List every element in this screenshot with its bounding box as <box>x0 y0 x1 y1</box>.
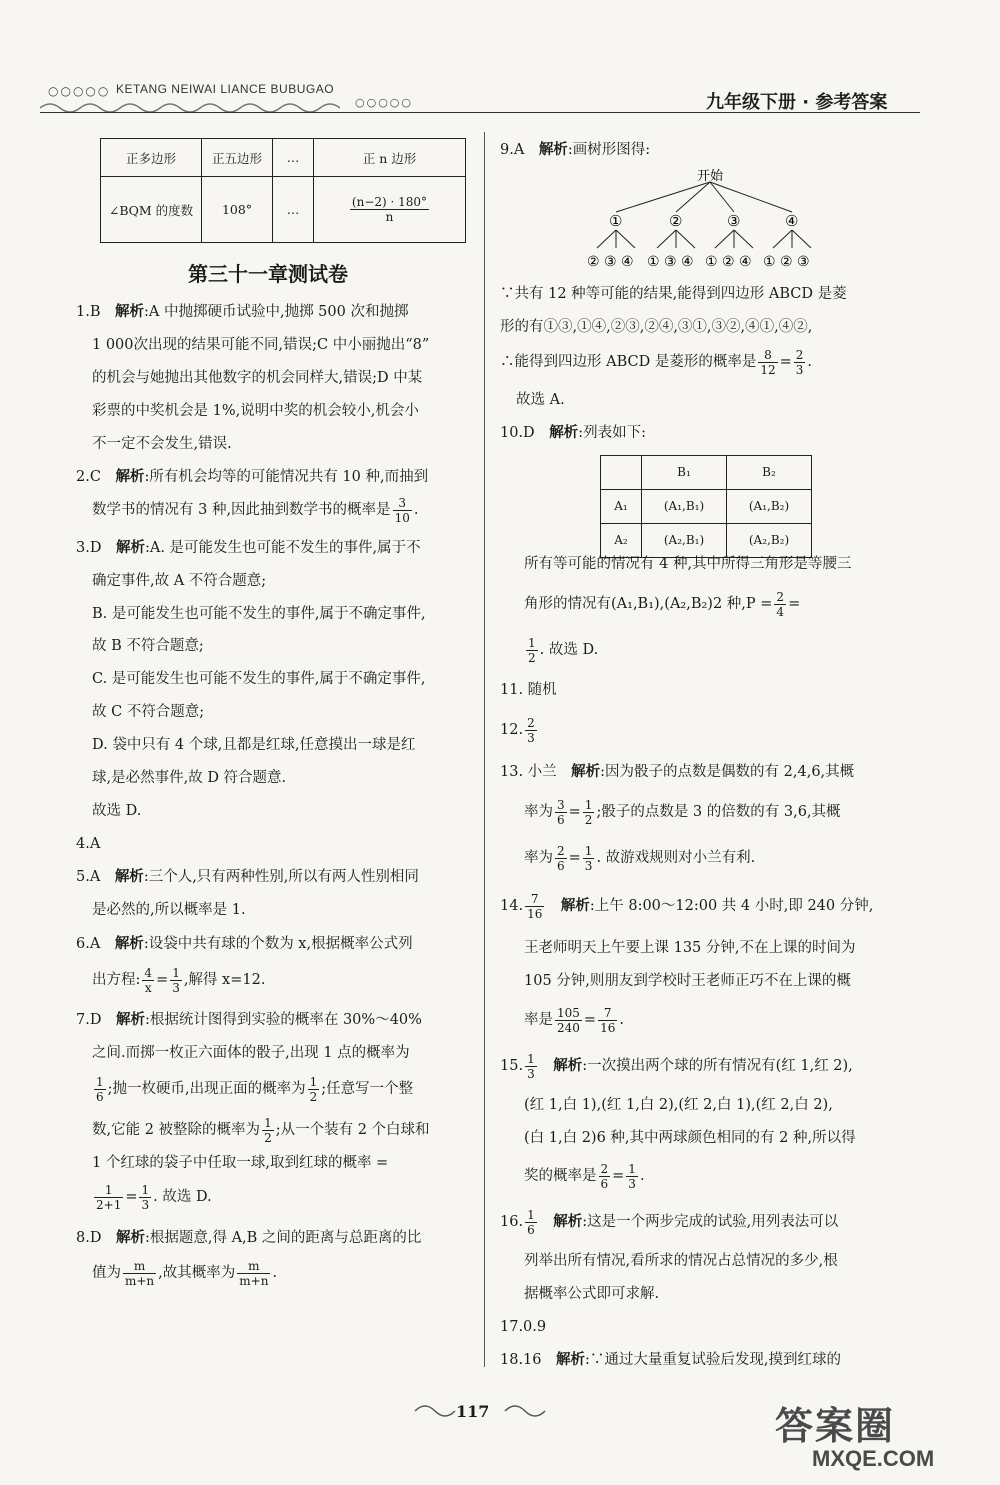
fraction: $\frac{m}{m+n}$ <box>125 1258 155 1288</box>
answer-line: 故选 D. <box>92 803 142 819</box>
fraction: $\frac{1}{3}$ <box>527 1051 535 1081</box>
answer-line: 13. 小兰 解析:因为骰子的点数是偶数的有 2,4,6,其概 <box>500 764 855 780</box>
answer-line: 1.B 解析:A 中抛掷硬币试验中,抛掷 500 次和抛掷 <box>76 304 409 320</box>
fraction: $\frac{1}{6}$ <box>527 1207 535 1237</box>
table-cell: B₁ <box>642 456 727 490</box>
answer-line: ∴能得到四边形 ABCD 是菱形的概率是 $\frac{8}{12}$ = $\frac{2}{3}$ . <box>500 347 813 377</box>
answer-line: 2.C 解析:所有机会均等的可能情况共有 10 种,而抽到 <box>76 469 429 485</box>
answer-line: 是必然的,所以概率是 1. <box>92 902 246 918</box>
watermark-url: MXQE.COM <box>812 1446 935 1471</box>
answer-line: 率是 $\frac{105}{240}$ = $\frac{7}{16}$ . <box>524 1005 624 1035</box>
fraction: $\frac{7}{16}$ <box>600 1005 616 1035</box>
chapter-title: 第三十一章测试卷 <box>188 262 348 286</box>
answer-line: ∵共有 12 种等可能的结果,能得到四边形 ABCD 是菱 <box>500 286 847 302</box>
page-number: 117 <box>456 1402 490 1421</box>
answer-line: 数学书的情况有 3 种,因此抽到数学书的概率是 $\frac{3}{10}$ . <box>92 495 419 525</box>
fraction: $\frac{3}{10}$ <box>394 495 410 525</box>
table-cell: A₁ <box>601 490 642 524</box>
answer-line: $\frac{1}{2}$ . 故选 D. <box>528 635 599 665</box>
table-cell: A₂ <box>601 524 642 558</box>
answer-line: 的机会与她抛出其他数字的机会同样大,错误;D 中某 <box>92 370 423 386</box>
answer-line: 105 分钟,则朋友到学校时王老师正巧不在上课的概 <box>524 973 851 989</box>
table-cell: … <box>273 139 314 177</box>
answer-line: (红 1,白 1),(红 1,白 2),(红 2,白 1),(红 2,白 2), <box>524 1097 833 1113</box>
answer-line: 故 C 不符合题意; <box>92 704 205 720</box>
tree-node: ② <box>669 212 683 230</box>
fraction: $\frac{1}{2}$ <box>264 1115 272 1145</box>
answer-line: 故 B 不符合题意; <box>92 638 204 654</box>
tree-start: 开始 <box>697 169 724 184</box>
answer-line: 率为 $\frac{3}{6}$ = $\frac{1}{2}$ ;骰子的点数是 3 的倍数的有 3,6,其概 <box>524 797 841 827</box>
fraction: $\frac{1}{3}$ <box>628 1161 636 1191</box>
table-cell: B₂ <box>727 456 812 490</box>
fraction: $\frac{1}{2}$ <box>584 797 593 827</box>
answer-line: 确定事件,故 A 不符合题意; <box>92 573 267 589</box>
fraction: $\frac{1}{2}$ <box>528 635 536 665</box>
answer-line: 11. 随机 <box>500 682 557 698</box>
answer-line: 据概率公式即可求解. <box>524 1286 660 1302</box>
table-cell: (A₂,B₂) <box>727 524 812 558</box>
fraction: $\frac{m}{m+n}$ <box>239 1258 269 1288</box>
fraction: $\frac{2}{3}$ <box>527 715 535 745</box>
table-cell: (A₁,B₁) <box>642 490 727 524</box>
column-divider <box>484 132 485 1367</box>
tree-node: ① <box>609 212 623 230</box>
tree-node: ③ <box>727 212 741 230</box>
answer-line: 奖的概率是 $\frac{2}{6}$ = $\frac{1}{3}$ . <box>524 1161 645 1191</box>
fraction: $\frac{4}{x}$ <box>144 965 153 995</box>
table-cell <box>314 177 466 243</box>
answer-line: D. 袋中只有 4 个球,且都是红球,任意摸出一球是红 <box>92 737 416 753</box>
table-cell: (A₂,B₁) <box>642 524 727 558</box>
answer-line: 率为 $\frac{2}{6}$ = $\frac{1}{3}$ . 故游戏规则对小兰有利. <box>524 843 756 873</box>
answer-line: 3.D 解析:A. 是可能发生也可能不发生的事件,属于不 <box>76 540 421 556</box>
fraction: $\frac{7}{16}$ <box>527 891 543 921</box>
answer-line: 12. $\frac{2}{3}$ <box>500 715 535 745</box>
fraction: $\frac{1}{3}$ <box>584 843 593 873</box>
answer-line: 8.D 解析:根据题意,得 A,B 之间的距离与总距离的比 <box>76 1230 422 1246</box>
answer-line: (白 1,白 2)6 种,其中两球颜色相同的有 2 种,所以得 <box>524 1130 856 1146</box>
tree-leaves: ① ③ ④ <box>647 254 694 270</box>
table-cell: 正五边形 <box>202 139 273 177</box>
answer-line: 10.D 解析:列表如下: <box>500 425 646 441</box>
tree-leaves: ② ③ ④ <box>587 254 634 270</box>
answer-line: 9.A 解析:画树形图得: <box>500 142 651 158</box>
answer-line: 15. $\frac{1}{3}$ 解析:一次摸出两个球的所有情况有(红 1,红 2), <box>500 1051 853 1081</box>
outcome-table <box>600 455 812 558</box>
answer-line: 之间.而掷一枚正六面体的骰子,出现 1 点的概率为 <box>92 1045 410 1061</box>
answer-line: 6.A 解析:设袋中共有球的个数为 x,根据概率公式列 <box>76 936 413 952</box>
table-cell: 正多边形 <box>101 139 202 177</box>
header-title: 九年级下册 · 参考答案 <box>706 92 888 113</box>
answer-line: C. 是可能发生也可能不发生的事件,属于不确定事件, <box>92 671 426 687</box>
table-cell: 108° <box>202 177 273 243</box>
answer-line: 列举出所有情况,看所求的情况占总情况的多少,根 <box>524 1253 838 1269</box>
fraction: $\frac{2}{6}$ <box>600 1161 609 1191</box>
answer-line: 1 000次出现的结果可能不同,错误;C 中小丽抛出“8” <box>92 337 430 353</box>
table-cell <box>601 456 642 490</box>
table-cell: … <box>273 177 314 243</box>
answer-line: 4.A <box>76 836 101 852</box>
answer-line: 16. $\frac{1}{6}$ 解析:这是一个两步完成的试验,用列表法可以 <box>500 1207 839 1237</box>
answer-line: $\frac{1}{6}$ ;抛一枚硬币,出现正面的概率为 $\frac{1}{2}$ ;任意写一个整 <box>96 1074 414 1104</box>
answer-line: 值为 $\frac{m}{m+n}$ ,故其概率为 $\frac{m}{m+n}$ . <box>92 1258 278 1288</box>
fraction: $\frac{1}{6}$ <box>96 1074 104 1104</box>
table-cell: (A₁,B₂) <box>727 490 812 524</box>
answer-line: $\frac{1}{2+1}$ = $\frac{1}{3}$ . 故选 D. <box>96 1182 212 1212</box>
watermark-logo: 答案圈 <box>775 1404 896 1448</box>
answer-line: 1 个红球的袋子中任取一球,取到红球的概率 = <box>92 1155 389 1171</box>
fraction: $\frac{1}{2+1}$ <box>96 1182 122 1212</box>
fraction: $\frac{2}{4}$ <box>776 589 785 619</box>
fraction: $\frac{(n-2) \cdot 180^\circ}{n}$ <box>351 195 428 224</box>
tree-leaves: ① ② ③ <box>763 254 810 270</box>
answer-line: 18.16 解析:∵通过大量重复试验后发现,摸到红球的 <box>500 1352 842 1368</box>
answer-line: 14. $\frac{7}{16}$ 解析:上午 8:00～12:00 共 4 小时,即 240 分钟, <box>500 891 874 921</box>
answer-line: 所有等可能的情况有 4 种,其中所得三角形是等腰三 <box>524 556 852 572</box>
answer-line: 17.0.9 <box>500 1319 547 1335</box>
answer-line: 不一定不会发生,错误. <box>92 436 232 452</box>
fraction: $\frac{3}{6}$ <box>557 797 565 827</box>
header-rule <box>40 112 920 113</box>
answer-line: 故选 A. <box>516 392 565 408</box>
answer-line: 形的有①③,①④,②③,②④,③①,③②,④①,④②, <box>500 319 813 335</box>
answer-line: 出方程: $\frac{4}{x}$ = $\frac{1}{3}$ ,解得 x=12. <box>92 965 266 995</box>
probability-tree <box>585 168 835 272</box>
fraction: $\frac{2}{6}$ <box>557 843 565 873</box>
fraction: $\frac{105}{240}$ <box>557 1005 580 1035</box>
answer-line: 球,是必然事件,故 D 符合题意. <box>92 770 287 786</box>
answer-line: 数,它能 2 被整除的概率为 $\frac{1}{2}$ ;从一个装有 2 个白球和 <box>92 1115 430 1145</box>
answer-line: B. 是可能发生也可能不发生的事件,属于不确定事件, <box>92 606 426 622</box>
header-dots-right: ○○○○○ <box>355 96 413 109</box>
fraction: $\frac{1}{2}$ <box>309 1074 318 1104</box>
table-cell: ∠BQM 的度数 <box>101 177 202 243</box>
answer-line: 王老师明天上午要上课 135 分钟,不在上课的时间为 <box>524 940 856 956</box>
polygon-angle-table <box>100 138 466 243</box>
header-brand: KETANG NEIWAI LIANCE BUBUGAO <box>116 82 335 96</box>
answer-line: 彩票的中奖机会是 1%,说明中奖的机会较小,机会小 <box>92 403 419 419</box>
answer-line: 角形的情况有(A₁,B₁),(A₂,B₂)2 种,P = $\frac{2}{4}$ = <box>524 589 801 619</box>
tree-node: ④ <box>785 212 799 230</box>
table-cell: 正 n 边形 <box>314 139 466 177</box>
tree-leaves: ① ② ④ <box>705 254 752 270</box>
fraction: $\frac{2}{3}$ <box>795 347 804 377</box>
fraction: $\frac{1}{3}$ <box>172 965 180 995</box>
fraction: $\frac{1}{3}$ <box>141 1182 150 1212</box>
header-dots-left: ○○○○○ <box>48 84 111 98</box>
fraction: $\frac{8}{12}$ <box>760 347 776 377</box>
answer-line: 7.D 解析:根据统计图得到实验的概率在 30%～40% <box>76 1012 422 1028</box>
answer-line: 5.A 解析:三个人,只有两种性别,所以有两人性别相同 <box>76 869 419 885</box>
